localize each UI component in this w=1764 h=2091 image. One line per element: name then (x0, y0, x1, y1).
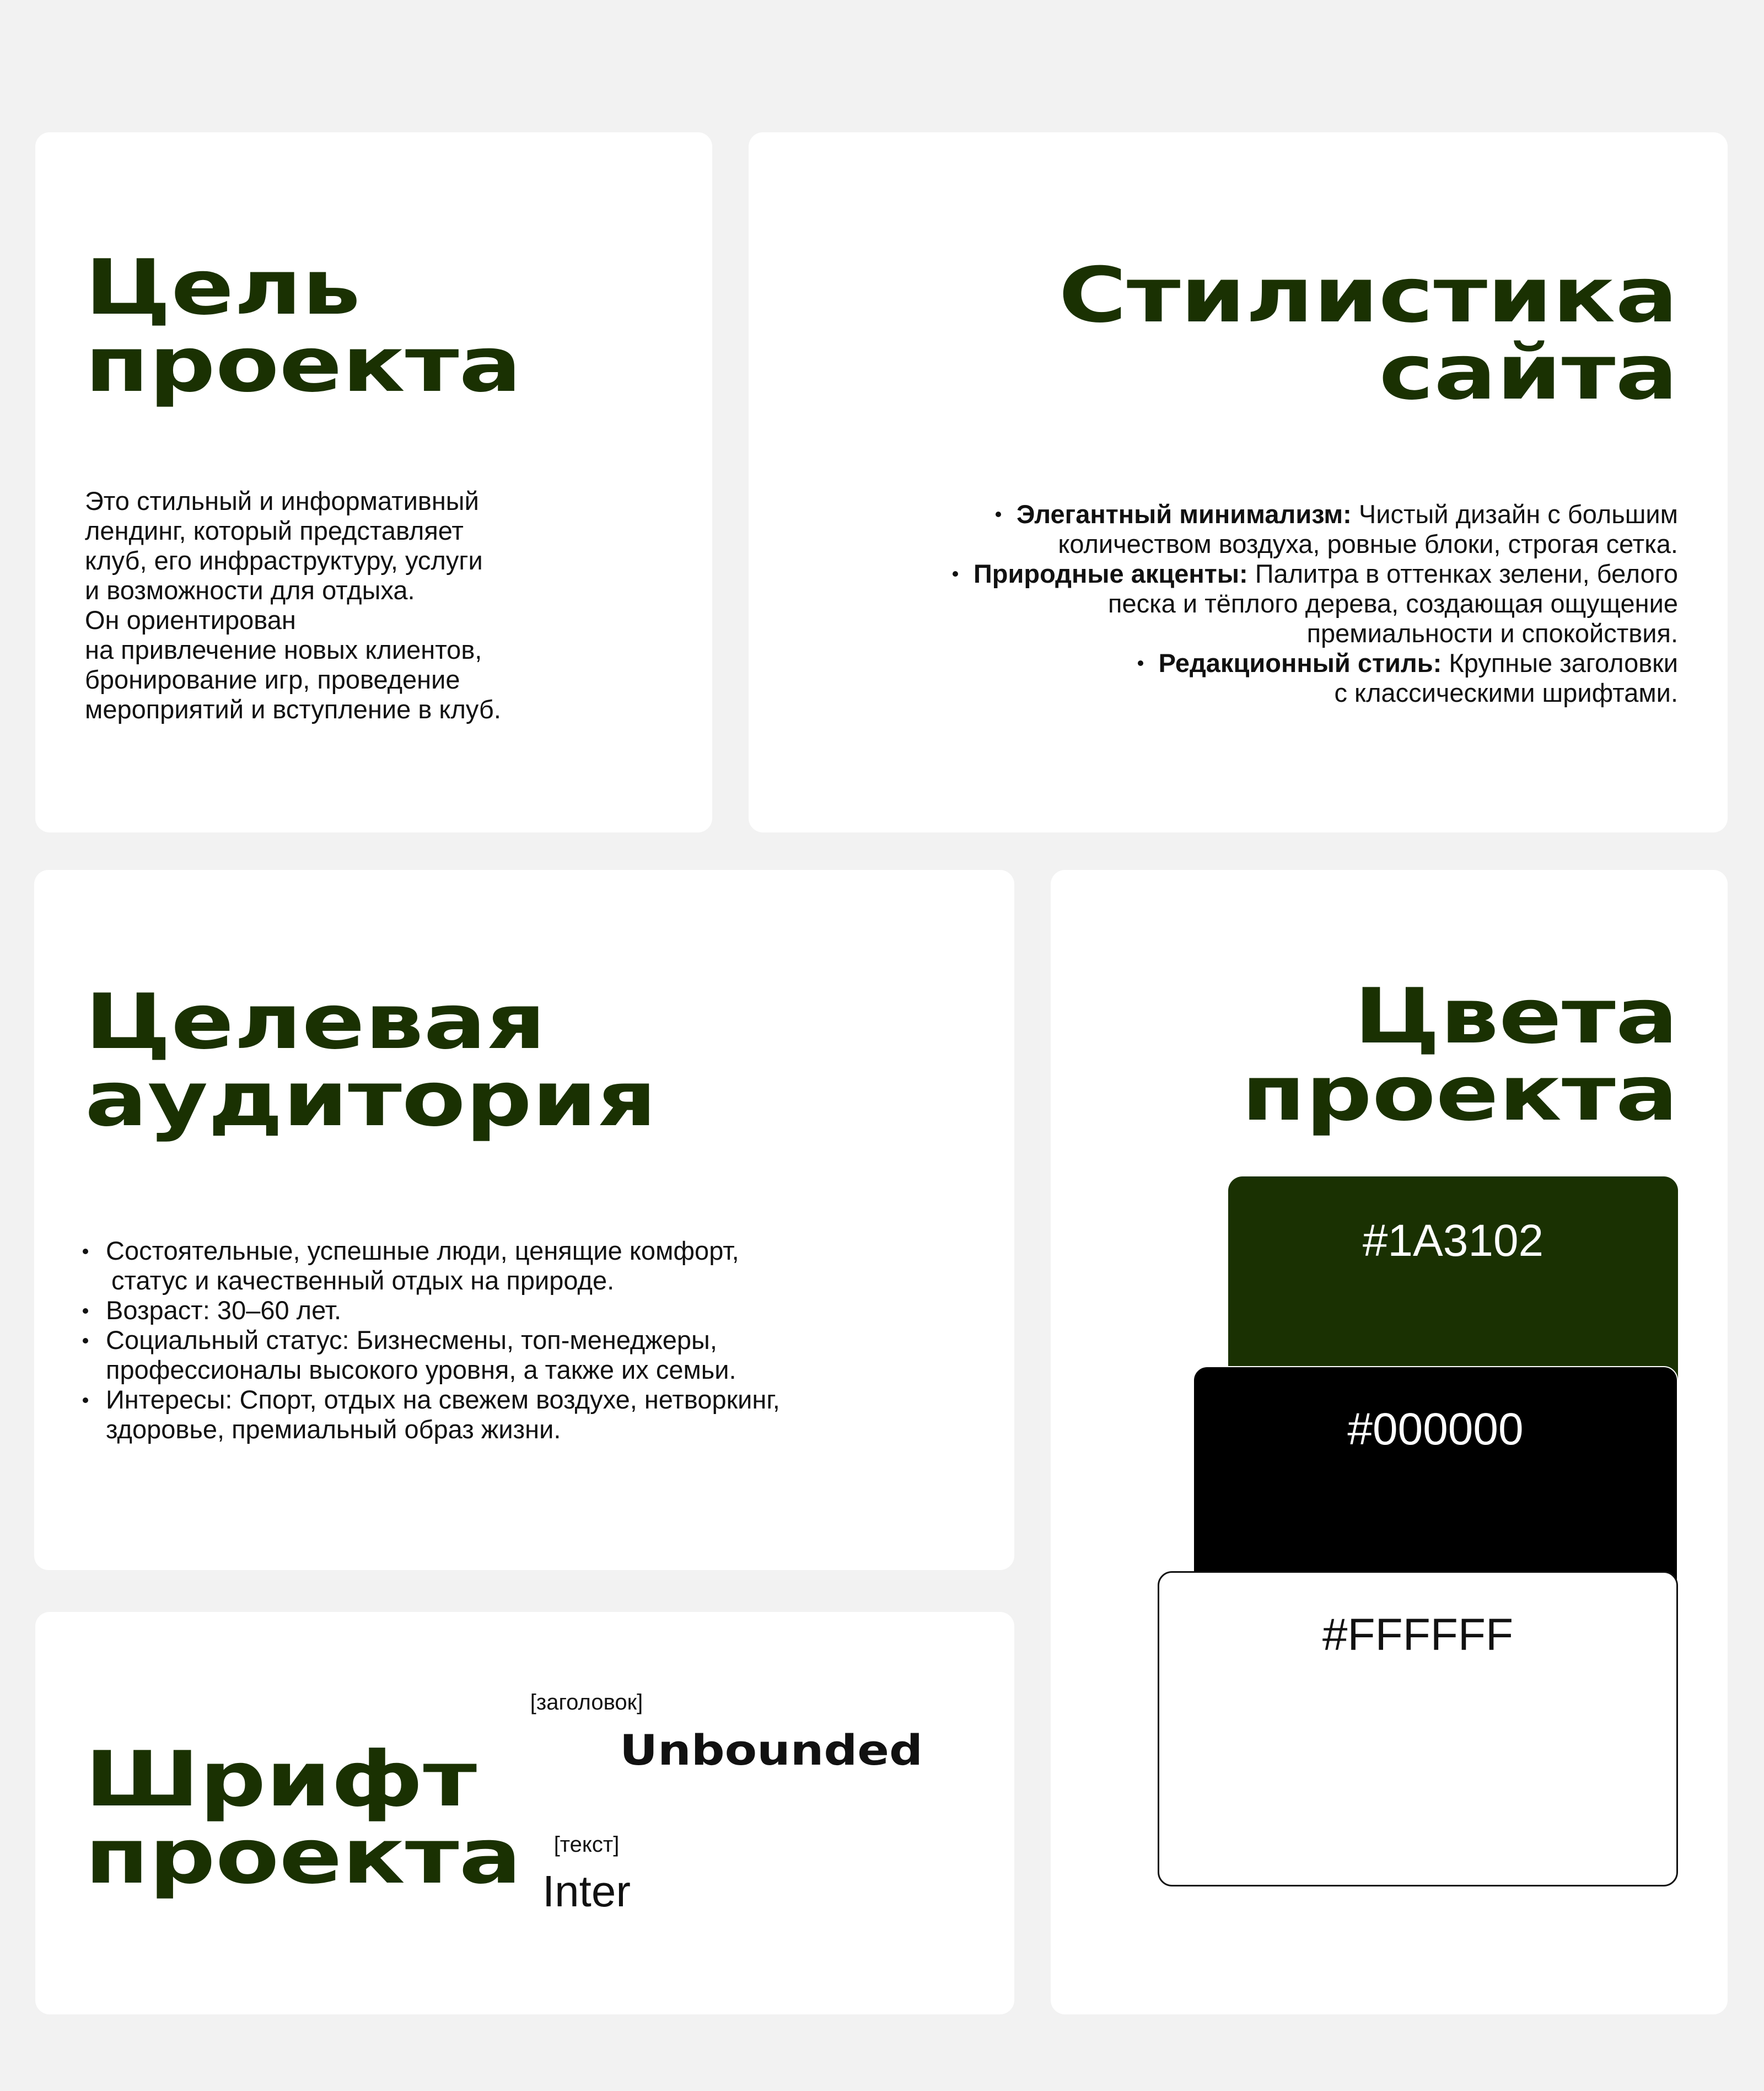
audience-list (83, 1236, 965, 1444)
palette-title-line-1: Цвета (1353, 972, 1678, 1061)
style-list-item: Элегантный минимализм: Чистый дизайн с большим количеством воздуха, ровные блоки, строгая сетка. (796, 499, 1678, 559)
palette-card (1051, 870, 1728, 2014)
palette-title (1241, 972, 1678, 1138)
swatch-white-label: #FFFFFF (1322, 1610, 1514, 1660)
goal-text-line: клуб, его инфраструктуру, услуги (85, 546, 483, 575)
heading-font-name: Unbounded (620, 1726, 923, 1775)
swatch-green (1228, 1176, 1678, 1397)
swatch-black-label: #000000 (1347, 1404, 1524, 1454)
goal-text-line: Он ориентирован (85, 605, 296, 635)
swatch-green-label: #1A3102 (1362, 1216, 1544, 1266)
audience-list-item: Возраст: 30–60 лет. (83, 1296, 965, 1325)
goal-title-line-1: Цель (85, 243, 361, 332)
audience-list-item: Социальный статус: Бизнесмены, топ-менеджеры, профессионалы высокого уровня, а также их семьи. (83, 1325, 965, 1385)
style-title-line-1: Стилистика (1058, 251, 1678, 340)
goal-text-line: и возможности для отдыха. (85, 576, 415, 605)
goal-text-line: на привлечение новых клиентов, (85, 635, 482, 664)
palette-title-line-2: проекта (1241, 1049, 1678, 1138)
style-list-item: Природные акценты: Палитра в оттенках зелени, белого песка и тёплого дерева, создающая ощущение премиальности и спокойствия. (796, 559, 1678, 648)
goal-description (85, 486, 669, 724)
fonts-title-line-2: проекта (85, 1812, 522, 1901)
style-item-bold: Редакционный стиль: (1158, 648, 1442, 678)
goal-text-line: лендинг, который представляет (85, 516, 464, 545)
audience-title (85, 977, 657, 1143)
bullet-dot-icon (953, 571, 958, 577)
style-title-line-2: сайта (1379, 328, 1678, 417)
swatch-black (1193, 1366, 1678, 1598)
style-title (1058, 251, 1678, 417)
style-item-bold: Природные акценты: (973, 559, 1248, 588)
goal-text-line: Это стильный и информативный (85, 486, 479, 515)
audience-card (34, 870, 1014, 1570)
goal-card (35, 132, 712, 832)
style-card (749, 132, 1728, 832)
audience-title-line-1: Целевая (85, 977, 546, 1066)
style-item-bold: Элегантный минимализм: (1016, 499, 1352, 529)
fonts-card (35, 1612, 1014, 2014)
goal-title-line-2: проекта (85, 320, 522, 409)
bullet-dot-icon (1138, 660, 1143, 666)
swatch-white (1158, 1571, 1678, 1886)
goal-text-line: бронирование игр, проведение (85, 665, 460, 694)
style-list (796, 499, 1678, 708)
text-font-name: Inter (542, 1867, 631, 1916)
bullet-dot-icon (996, 512, 1001, 517)
audience-title-line-2: аудитория (85, 1055, 657, 1143)
audience-list-item: Интересы: Спорт, отдых на свежем воздухе, нетворкинг, здоровье, премиальный образ жизни. (83, 1385, 965, 1444)
fonts-title-line-1: Шрифт (85, 1735, 477, 1824)
audience-list-item: Состоятельные, успешные люди, ценящие комфорт, статус и качественный отдых на природе. (83, 1236, 965, 1296)
text-font-tag: [текст] (553, 1832, 620, 1857)
goal-text-line: мероприятий и вступление в клуб. (85, 695, 501, 724)
goal-title (85, 243, 522, 409)
style-list-item: Редакционный стиль: Крупные заголовки с классическими шрифтами. (796, 648, 1678, 708)
heading-font-tag: [заголовок] (530, 1690, 643, 1714)
